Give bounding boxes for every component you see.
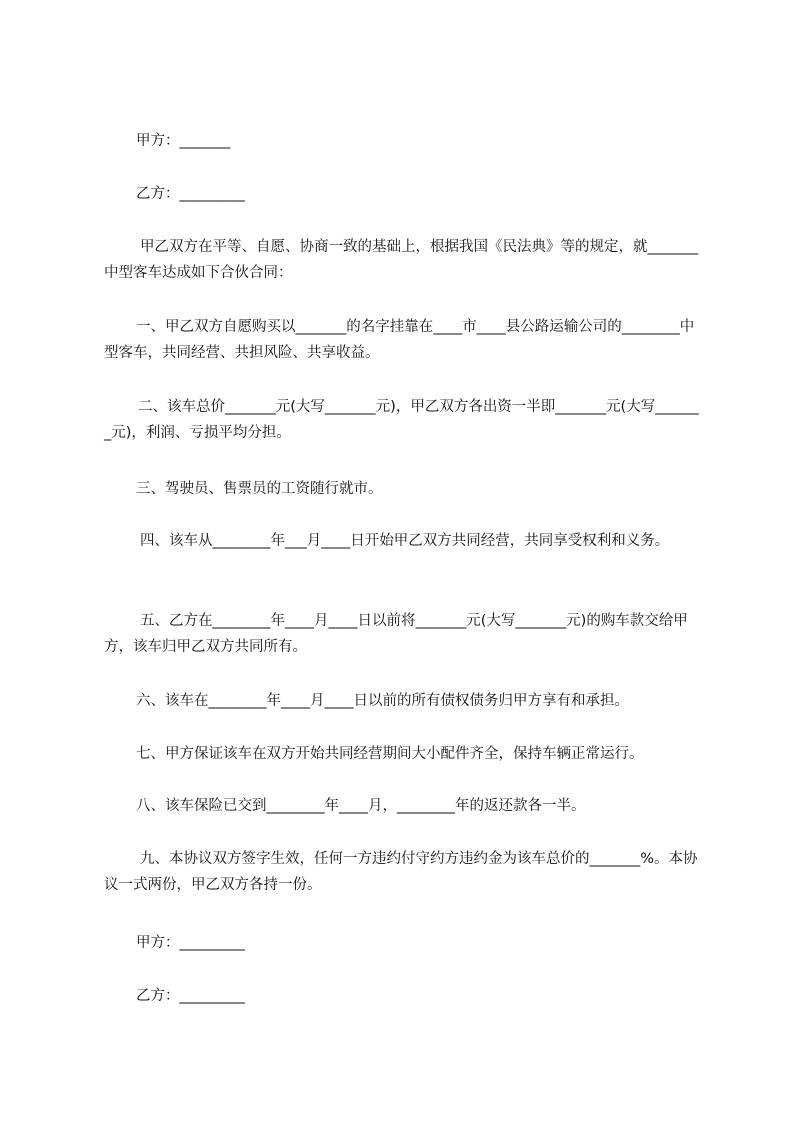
clause-4: 四、该车从________年___月____日开始甲乙双方共同经营，共同享受权利和义务。 [140, 533, 670, 549]
clause-5: 五、乙方在________年____月____日以前将_______元(大写_______元)的购车款交给甲方，该车归甲乙双方共同所有。 [104, 613, 688, 655]
footer-party-a: 甲方：_________ [136, 935, 245, 951]
clause-6: 六、该车在________年____月____日以前的所有债权债务归甲方享有和承担。 [136, 693, 629, 709]
intro-paragraph: 甲乙双方在平等、自愿、协商一致的基础上，根据我国《民法典》等的规定，就_______中型客车达成如下合伙合同： [104, 239, 699, 281]
clause-7: 七、甲方保证该车在双方开始共同经营期间大小配件齐全，保持车辆正常运行。 [136, 746, 644, 762]
clause-1: 一、甲乙双方自愿购买以_______的名字挂靠在____市____县公路运输公司的________中型客车，共同经营、共担风险、共享收益。 [104, 319, 695, 361]
clause-3: 三、驾驶员、售票员的工资随行就市。 [136, 481, 383, 497]
clause-9: 九、本协议双方签字生效，任何一方违约付守约方违约金为该车总价的_______%。本协议一式两份，甲乙双方各持一份。 [104, 851, 698, 893]
header-party-b: 乙方：_________ [136, 186, 245, 202]
footer-party-b: 乙方：_________ [136, 988, 245, 1004]
clause-2: 二、该车总价_______元(大写_______元)，甲乙双方各出资一半即_______元(大写_______元)，利润、亏损平均分担。 [104, 399, 699, 441]
header-party-a: 甲方：_______ [136, 133, 231, 149]
clause-8: 八、该车保险已交到________年____月，________年的返还款各一半。 [136, 798, 586, 814]
